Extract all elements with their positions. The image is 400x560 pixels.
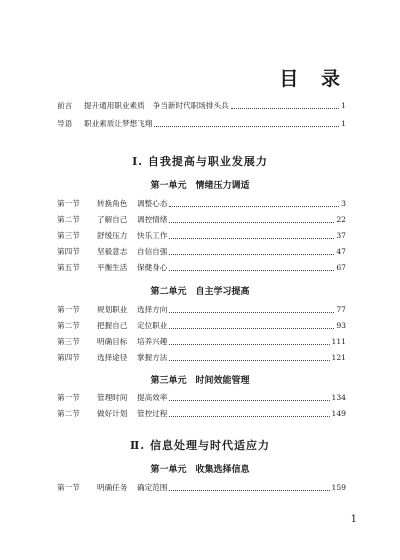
entry-title: 职业素质让梦想飞翔	[84, 119, 153, 128]
section-title: 做好计划	[97, 409, 128, 418]
toc-entry-intro[interactable]	[57, 117, 346, 129]
section-subtitle: 自信自强	[137, 247, 168, 256]
toc-entry[interactable]	[57, 407, 346, 419]
section-title: 了解自己	[97, 215, 128, 224]
toc-entry[interactable]	[57, 213, 346, 225]
unit-name: 自主学习提高	[195, 287, 250, 297]
toc-entry[interactable]	[57, 335, 346, 347]
leader-dots	[169, 270, 334, 271]
entry-title: 提升通用职业素质	[84, 101, 145, 110]
section-subtitle: 快乐工作	[137, 231, 168, 240]
page-number: 77	[336, 305, 346, 314]
toc-entry[interactable]	[57, 261, 346, 273]
unit-title	[0, 284, 400, 297]
page-number: 67	[336, 263, 346, 272]
page-number: 47	[336, 247, 346, 256]
unit-label: 第三单元	[150, 376, 187, 386]
section-title: 舒缓压力	[97, 231, 128, 240]
leader-dots	[169, 490, 329, 491]
entry-lead: 前言	[57, 101, 73, 110]
section-number: 第一节	[57, 199, 80, 208]
leader-dots	[169, 328, 334, 329]
page-folio: 1	[350, 514, 357, 525]
part-title-2: Ⅱ. 信息处理与时代适应力	[130, 439, 270, 452]
page-number: 22	[336, 215, 346, 224]
section-subtitle: 定位职业	[137, 321, 168, 330]
unit-label: 第一单元	[150, 465, 187, 475]
toc-entry[interactable]	[57, 303, 346, 315]
unit-title	[0, 178, 400, 191]
page-number: 1	[341, 119, 346, 128]
page-number: 3	[341, 199, 346, 208]
section-title: 明确目标	[97, 337, 128, 346]
page-number: 134	[331, 393, 346, 402]
section-number: 第二节	[57, 215, 80, 224]
page-number: 37	[336, 231, 346, 240]
unit-label: 第二单元	[150, 287, 187, 297]
section-title: 选择途径	[97, 353, 128, 362]
section-subtitle: 选择方向	[137, 305, 168, 314]
section-subtitle: 调控情绪	[137, 215, 168, 224]
page-number: 149	[331, 409, 346, 418]
section-number: 第五节	[57, 263, 80, 272]
unit-name: 情绪压力调适	[195, 181, 250, 191]
section-title: 管理时间	[97, 393, 128, 402]
unit-title	[0, 462, 400, 475]
unit-name: 收集选择信息	[195, 465, 250, 475]
toc-entry[interactable]	[57, 391, 346, 403]
page-number: 111	[331, 337, 346, 346]
entry-lead: 导语	[57, 119, 73, 128]
section-number: 第二节	[57, 409, 80, 418]
section-subtitle: 保健身心	[137, 263, 168, 272]
leader-dots	[231, 108, 339, 109]
leader-dots	[169, 238, 334, 239]
section-subtitle: 调整心态	[137, 199, 168, 208]
toc-entry[interactable]	[57, 351, 346, 363]
section-subtitle: 培养兴趣	[137, 337, 168, 346]
toc-entry[interactable]	[57, 319, 346, 331]
unit-label: 第一单元	[150, 181, 187, 191]
page-number: 1	[341, 101, 346, 110]
page-number: 159	[331, 483, 346, 492]
section-subtitle: 管控过程	[137, 409, 168, 418]
section-subtitle: 掌握方法	[137, 353, 168, 362]
section-number: 第四节	[57, 353, 80, 362]
section-number: 第四节	[57, 247, 80, 256]
leader-dots	[169, 222, 334, 223]
section-number: 第一节	[57, 483, 80, 492]
page-title: 目 录	[279, 68, 348, 90]
section-title: 坚毅意志	[97, 247, 128, 256]
section-number: 第一节	[57, 393, 80, 402]
section-title: 转换角色	[97, 199, 128, 208]
section-number: 第三节	[57, 231, 80, 240]
section-subtitle: 确定范围	[137, 483, 168, 492]
section-title: 明确任务	[97, 483, 128, 492]
section-number: 第三节	[57, 337, 80, 346]
toc-entry[interactable]	[57, 197, 346, 209]
page-number: 121	[331, 353, 346, 362]
leader-dots	[169, 360, 329, 361]
leader-dots	[154, 126, 339, 127]
section-number: 第一节	[57, 305, 80, 314]
section-number: 第二节	[57, 321, 80, 330]
toc-entry[interactable]	[57, 229, 346, 241]
leader-dots	[169, 416, 329, 417]
entry-subtitle: 争当新时代职场排头兵	[152, 101, 229, 110]
unit-name: 时间效能管理	[195, 376, 250, 386]
unit-title	[0, 373, 400, 386]
section-title: 规划职业	[97, 305, 128, 314]
leader-dots	[169, 206, 339, 207]
leader-dots	[169, 312, 334, 313]
leader-dots	[169, 344, 329, 345]
page-number: 93	[336, 321, 346, 330]
leader-dots	[169, 254, 334, 255]
part-title-1: Ⅰ. 自我提高与职业发展力	[132, 155, 268, 168]
toc-entry[interactable]	[57, 245, 346, 257]
section-title: 把握自己	[97, 321, 128, 330]
toc-entry-preface[interactable]	[57, 99, 346, 111]
section-title: 平衡生活	[97, 263, 128, 272]
toc-entry[interactable]	[57, 481, 346, 493]
section-subtitle: 提高效率	[137, 393, 168, 402]
leader-dots	[169, 400, 329, 401]
